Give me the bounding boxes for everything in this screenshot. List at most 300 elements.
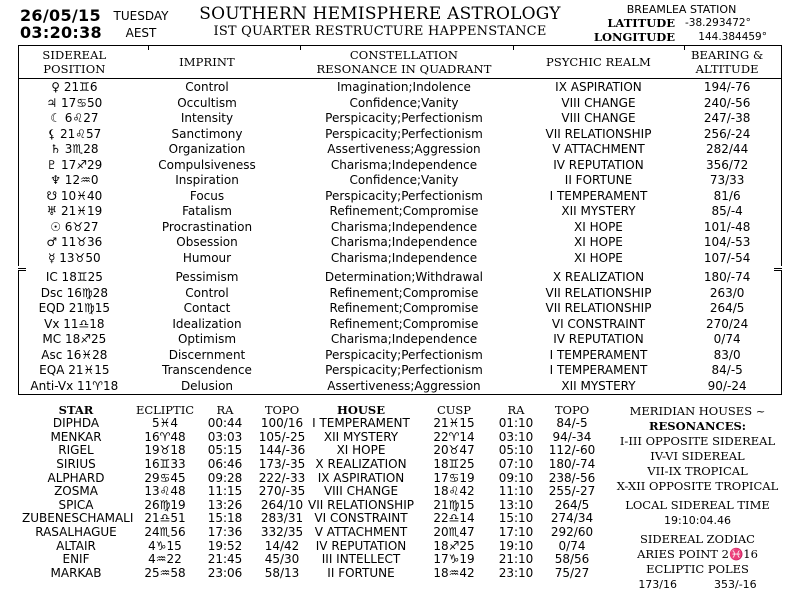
star-topo: 100/16 — [260, 416, 304, 431]
resonance-cell: Perspicacity;Perfectionism — [325, 111, 483, 126]
star-topo: 144/-36 — [258, 443, 306, 458]
house-name: VIII CHANGE — [323, 484, 399, 499]
timezone: AEST — [125, 26, 157, 40]
header-topo: TOPO — [554, 403, 590, 417]
star-ra: 09:28 — [207, 470, 243, 485]
imprint-cell: Control — [185, 285, 229, 300]
resonance-cell: Charisma;Independence — [330, 332, 478, 347]
house-cusp: 18♊25 — [433, 457, 475, 472]
star-ra: 05:15 — [207, 443, 243, 458]
star-name: RASALHAGUE — [35, 525, 117, 540]
star-ra: 13:26 — [207, 497, 243, 512]
bearing-cell: 194/-76 — [703, 80, 751, 95]
angle-row — [19, 379, 781, 395]
realm-cell: XII MYSTERY — [561, 204, 636, 219]
house-cusp: 18♌42 — [433, 484, 475, 499]
position-cell: ☋ 10♓40 — [46, 188, 103, 203]
header-line: RESONANCE IN QUADRANT — [316, 62, 492, 76]
planet-row — [19, 158, 781, 174]
house-cusp: 17♑19 — [433, 552, 475, 567]
star-topo: 264/10 — [260, 497, 304, 512]
star-ra: 19:52 — [207, 538, 243, 553]
realm-cell: IV REPUTATION — [553, 157, 644, 172]
imprint-cell: Control — [185, 80, 229, 95]
house-row — [303, 444, 601, 458]
house-ra: 09:10 — [498, 470, 534, 485]
resonance-cell: Perspicacity;Perfectionism — [325, 126, 483, 141]
header-ra: RA — [216, 403, 234, 417]
stars-header — [22, 403, 314, 417]
angles-block — [18, 270, 782, 395]
house-name: IX ASPIRATION — [317, 470, 405, 485]
bearing-cell: 90/-24 — [707, 378, 747, 393]
header-line: CONSTELLATION — [349, 48, 459, 62]
realm-cell: IV REPUTATION — [553, 332, 644, 347]
house-ra: 15:10 — [498, 511, 534, 526]
star-name: MENKAR — [50, 429, 102, 444]
stars-table — [22, 403, 314, 580]
planet-row — [19, 204, 781, 220]
realm-cell: XI HOPE — [574, 235, 623, 250]
bearing-cell: 282/44 — [706, 142, 749, 157]
header-line: ALTITUDE — [695, 62, 759, 76]
star-ra: 21:45 — [207, 552, 243, 567]
bearing-cell: 85/-4 — [711, 204, 743, 219]
house-name: XI HOPE — [336, 443, 386, 458]
longitude-label: LONGITUDE — [593, 30, 675, 44]
header-imprint: IMPRINT — [179, 55, 235, 69]
star-ecliptic: 24♏56 — [144, 525, 186, 540]
house-name: III INTELLECT — [321, 552, 401, 567]
position-cell: ☉ 6♉27 — [50, 219, 99, 234]
position-cell: ☿ 13♉50 — [48, 250, 101, 265]
house-ra: 21:10 — [498, 552, 534, 567]
star-ra: 06:46 — [207, 457, 243, 472]
star-ecliptic: 4♑15 — [148, 538, 182, 553]
planet-row — [19, 189, 781, 205]
position-cell: ♅ 21♓19 — [46, 204, 103, 219]
imprint-cell: Inspiration — [175, 173, 239, 188]
angle-row — [19, 348, 781, 364]
house-topo: 264/5 — [554, 497, 590, 512]
house-ra: 03:10 — [498, 429, 534, 444]
position-cell: Vx 11♎18 — [44, 316, 105, 331]
star-row — [22, 471, 314, 485]
house-ra: 11:10 — [498, 484, 534, 499]
star-row — [22, 417, 314, 431]
house-cusp: 22♎14 — [433, 511, 475, 526]
pole-south: 353/-16 — [714, 578, 757, 591]
resonance-cell: Determination;Withdrawal — [324, 270, 484, 285]
header-line: BEARING & — [690, 48, 764, 62]
zodiac-label: SIDEREAL ZODIAC — [640, 532, 755, 546]
realm-cell: II FORTUNE — [564, 173, 633, 188]
star-row — [22, 431, 314, 445]
position-cell: IC 18♊25 — [45, 270, 103, 285]
resonance-item: VII-IX TROPICAL — [647, 464, 748, 478]
bearing-cell: 104/-53 — [703, 235, 751, 250]
star-ra: 17:36 — [207, 525, 243, 540]
realm-cell: XI HOPE — [574, 219, 623, 234]
house-topo: 112/-60 — [548, 443, 596, 458]
time: 03:20:38 — [20, 23, 102, 42]
imprint-cell: Organization — [168, 142, 246, 157]
resonance-cell: Charisma;Independence — [330, 157, 478, 172]
station-name: BREAMLEA STATION — [626, 3, 737, 16]
weekday-timezone — [105, 8, 177, 42]
position-cell: Asc 16♓28 — [41, 347, 108, 362]
lst-label: LOCAL SIDEREAL TIME — [625, 498, 770, 512]
house-row — [303, 485, 601, 499]
resonance-cell: Confidence;Vanity — [349, 173, 459, 188]
star-topo: 283/31 — [260, 511, 304, 526]
position-cell: ⚸ 21♌57 — [47, 126, 102, 141]
house-cusp: 18♐25 — [433, 538, 475, 553]
resonance-cell: Assertiveness;Aggression — [327, 378, 481, 393]
house-row — [303, 499, 601, 513]
resonance-cell: Charisma;Independence — [330, 250, 478, 265]
bearing-cell: 0/74 — [713, 332, 741, 347]
realm-cell: I TEMPERAMENT — [549, 188, 648, 203]
house-row — [303, 526, 601, 540]
house-cusp: 21♍15 — [433, 497, 475, 512]
star-row — [22, 485, 314, 499]
star-ecliptic: 4♒22 — [148, 552, 182, 567]
position-cell: Anti-Vx 11♈18 — [30, 378, 119, 393]
bearing-cell: 84/-5 — [711, 363, 743, 378]
house-ra: 07:10 — [498, 457, 534, 472]
position-cell: ♀ 21♊6 — [51, 80, 98, 95]
star-ecliptic: 26♍19 — [144, 497, 186, 512]
realm-cell: XI HOPE — [574, 250, 623, 265]
position-cell: EQD 21♍15 — [38, 301, 111, 316]
position-cell: ♂ 11♉36 — [46, 235, 103, 250]
resonances-title: RESONANCES: — [648, 419, 747, 433]
imprint-cell: Sanctimony — [171, 126, 243, 141]
star-topo: 105/-25 — [258, 429, 306, 444]
imprint-cell: Contact — [183, 301, 231, 316]
page-subtitle: IST QUARTER RESTRUCTURE HAPPENSTANCE — [213, 24, 547, 39]
page-title: SOUTHERN HEMISPHERE ASTROLOGY — [199, 4, 561, 24]
imprint-cell: Procrastination — [161, 219, 253, 234]
imprint-cell: Pessimism — [175, 270, 239, 285]
house-topo: 84/-5 — [556, 416, 588, 431]
lst-value: 19:10:04.46 — [664, 514, 731, 527]
planet-row — [19, 111, 781, 127]
star-ra: 15:18 — [207, 511, 243, 526]
bearing-cell: 107/-54 — [703, 250, 751, 265]
house-topo: 58/56 — [554, 552, 590, 567]
realm-cell: X REALIZATION — [552, 270, 645, 285]
title-block — [190, 5, 570, 40]
planet-row — [19, 251, 781, 267]
planet-row — [19, 220, 781, 236]
angle-row — [19, 317, 781, 333]
bearing-cell: 263/0 — [709, 285, 745, 300]
house-name: X REALIZATION — [315, 457, 407, 472]
star-ecliptic: 19♉18 — [144, 443, 186, 458]
house-row — [303, 417, 601, 431]
house-cusp: 17♋19 — [433, 470, 475, 485]
house-name: V ATTACHMENT — [314, 525, 408, 540]
poles-label: ECLIPTIC POLES — [646, 562, 749, 576]
position-cell: ♆ 12♒0 — [50, 173, 99, 188]
house-topo: 75/27 — [554, 565, 590, 580]
star-name: DIPHDA — [52, 416, 100, 431]
realm-cell: XII MYSTERY — [561, 378, 636, 393]
house-row — [303, 539, 601, 553]
house-row — [303, 553, 601, 567]
bearing-cell: 240/-56 — [703, 95, 751, 110]
realm-cell: IX ASPIRATION — [555, 80, 642, 95]
star-ecliptic: 13♌48 — [144, 484, 186, 499]
weekday: TUESDAY — [113, 9, 169, 23]
bearing-cell: 73/33 — [709, 173, 745, 188]
bearing-cell: 81/6 — [713, 188, 741, 203]
star-name: ALPHARD — [47, 470, 105, 485]
house-topo: 0/74 — [558, 538, 586, 553]
bracket — [18, 270, 26, 271]
star-row — [22, 512, 314, 526]
realm-cell: V ATTACHMENT — [552, 142, 645, 157]
angle-row — [19, 332, 781, 348]
imprint-cell: Transcendence — [162, 363, 252, 378]
angle-row — [19, 286, 781, 302]
star-name: ZUBENESCHAMALI — [22, 511, 134, 526]
imprint-cell: Occultism — [177, 95, 237, 110]
planet-row — [19, 80, 781, 96]
bearing-cell: 180/-74 — [703, 270, 751, 285]
imprint-cell: Obsession — [176, 235, 238, 250]
realm-cell: VIII CHANGE — [561, 95, 636, 110]
resonance-cell: Imagination;Indolence — [337, 80, 471, 95]
pole-north: 173/16 — [638, 578, 678, 591]
planet-row — [19, 96, 781, 112]
star-ecliptic: 16♊33 — [144, 457, 186, 472]
imprint-cell: Discernment — [168, 347, 246, 362]
positions-table — [18, 45, 782, 395]
star-ra: 11:15 — [207, 484, 243, 499]
star-ra: 23:06 — [207, 565, 243, 580]
resonance-cell: Assertiveness;Aggression — [327, 142, 481, 157]
resonance-cell: Perspicacity;Perfectionism — [325, 188, 483, 203]
ecliptic-poles — [600, 577, 795, 592]
date: 26/05/15 — [20, 6, 101, 25]
house-name: II FORTUNE — [327, 565, 395, 580]
table-header — [18, 45, 782, 79]
resonance-cell: Refinement;Compromise — [329, 204, 479, 219]
star-topo: 45/30 — [264, 552, 300, 567]
star-ecliptic: 5♓4 — [151, 416, 179, 431]
house-topo: 255/-27 — [548, 484, 596, 499]
header-constellation — [284, 48, 523, 76]
star-row — [22, 458, 314, 472]
header-line: SIDEREAL — [42, 48, 107, 62]
planet-row — [19, 142, 781, 158]
imprint-cell: Optimism — [177, 332, 237, 347]
header-bearing-altitude — [673, 48, 781, 76]
house-ra: 01:10 — [498, 416, 534, 431]
house-ra: 23:10 — [498, 565, 534, 580]
imprint-cell: Delusion — [180, 378, 234, 393]
imprint-cell: Idealization — [172, 316, 242, 331]
position-cell: ♃ 17♋50 — [46, 95, 103, 110]
header-topo: TOPO — [264, 403, 300, 417]
house-ra: 19:10 — [498, 538, 534, 553]
resonance-cell: Perspicacity;Perfectionism — [325, 363, 483, 378]
realm-cell: VIII CHANGE — [561, 111, 636, 126]
resonance-cell: Charisma;Independence — [330, 235, 478, 250]
position-cell: ♇ 17♐29 — [46, 157, 103, 172]
star-name: ZOSMA — [54, 484, 98, 499]
house-cusp: 21♓15 — [433, 416, 475, 431]
house-name: IV REPUTATION — [315, 538, 407, 553]
realm-cell: VI CONSTRAINT — [551, 316, 646, 331]
resonance-cell: Confidence;Vanity — [349, 95, 459, 110]
aries-point: ARIES POINT 2♓16 — [637, 547, 758, 561]
house-cusp: 20♉47 — [433, 443, 475, 458]
header-star: STAR — [58, 403, 94, 417]
star-name: MARKAB — [50, 565, 102, 580]
house-row — [303, 512, 601, 526]
realm-cell: I TEMPERAMENT — [549, 347, 648, 362]
house-cusp: 20♏47 — [433, 525, 475, 540]
position-cell: MC 18♐25 — [42, 332, 107, 347]
house-name: XII MYSTERY — [323, 429, 399, 444]
realm-cell: VII RELATIONSHIP — [545, 126, 652, 141]
star-row — [22, 499, 314, 513]
position-cell: EQA 21♓15 — [39, 363, 110, 378]
info-block — [600, 404, 795, 592]
star-topo: 222/-33 — [258, 470, 306, 485]
star-name: SPICA — [58, 497, 94, 512]
planets-block — [18, 79, 782, 266]
house-ra: 05:10 — [498, 443, 534, 458]
star-name: SIRIUS — [56, 457, 96, 472]
meridian-title: MERIDIAN HOUSES ~ — [629, 404, 766, 418]
angle-row — [19, 363, 781, 379]
imprint-cell: Compulsiveness — [158, 157, 256, 172]
star-name: ALTAIR — [56, 538, 96, 553]
house-ra: 17:10 — [498, 525, 534, 540]
realm-cell: VII RELATIONSHIP — [545, 285, 652, 300]
resonance-item: X-XII OPPOSITE TROPICAL — [616, 479, 779, 493]
star-topo: 332/35 — [260, 525, 304, 540]
house-topo: 94/-34 — [552, 429, 592, 444]
planet-row — [19, 235, 781, 251]
resonance-item: IV-VI SIDEREAL — [650, 449, 745, 463]
star-topo: 58/13 — [264, 565, 300, 580]
bearing-cell: 83/0 — [713, 347, 741, 362]
houses-header — [303, 403, 601, 417]
resonance-item: I-III OPPOSITE SIDEREAL — [619, 434, 776, 448]
house-cusp: 22♈14 — [433, 429, 475, 444]
bearing-cell: 356/72 — [706, 157, 749, 172]
house-row — [303, 567, 601, 581]
header-cusp: CUSP — [436, 403, 472, 417]
star-row — [22, 539, 314, 553]
house-name: VII RELATIONSHIP — [308, 497, 414, 512]
position-cell: Dsc 16♍28 — [40, 285, 108, 300]
realm-cell: VII RELATIONSHIP — [545, 301, 652, 316]
house-topo: 292/60 — [550, 525, 594, 540]
imprint-cell: Focus — [189, 188, 225, 203]
house-name: VI CONSTRAINT — [314, 511, 408, 526]
bearing-cell: 270/24 — [706, 316, 749, 331]
house-row — [303, 431, 601, 445]
station-block — [585, 3, 800, 44]
houses-table — [303, 403, 601, 580]
star-topo: 270/-35 — [258, 484, 306, 499]
house-row — [303, 458, 601, 472]
imprint-cell: Intensity — [180, 111, 234, 126]
star-ecliptic: 25♒58 — [144, 565, 186, 580]
resonance-cell: Perspicacity;Perfectionism — [325, 347, 483, 362]
longitude-value: 144.384459° — [698, 31, 767, 43]
star-topo: 14/42 — [264, 538, 300, 553]
star-topo: 173/-35 — [258, 457, 306, 472]
house-topo: 274/34 — [550, 511, 594, 526]
bearing-cell: 101/-48 — [703, 219, 751, 234]
house-cusp: 18♒42 — [433, 565, 475, 580]
star-row — [22, 526, 314, 540]
header-house: HOUSE — [337, 403, 385, 417]
imprint-cell: Humour — [182, 250, 232, 265]
bracket — [774, 268, 782, 269]
header-sidereal-position — [19, 48, 130, 76]
house-row — [303, 471, 601, 485]
star-ecliptic: 29♋45 — [144, 470, 186, 485]
latitude-value: -38.293472° — [685, 17, 751, 29]
planet-row — [19, 127, 781, 143]
bearing-cell: 264/5 — [709, 301, 745, 316]
bearing-cell: 247/-38 — [703, 111, 751, 126]
resonance-cell: Refinement;Compromise — [329, 301, 479, 316]
house-ra: 13:10 — [498, 497, 534, 512]
imprint-cell: Fatalism — [182, 204, 232, 219]
star-ra: 03:03 — [207, 429, 243, 444]
latitude-label: LATITUDE — [607, 16, 675, 30]
star-ra: 00:44 — [207, 416, 243, 431]
header-ra: RA — [507, 403, 525, 417]
house-name: I TEMPERAMENT — [312, 416, 410, 431]
header-ecliptic: ECLIPTIC — [135, 403, 195, 417]
position-cell: ♄ 3♏28 — [50, 142, 99, 157]
star-ecliptic: 21♎51 — [144, 511, 186, 526]
star-row — [22, 567, 314, 581]
resonance-cell: Refinement;Compromise — [329, 285, 479, 300]
star-name: RIGEL — [58, 443, 94, 458]
header-psychic-realm: PSYCHIC REALM — [546, 55, 651, 69]
angle-row — [19, 270, 781, 286]
date-time — [20, 7, 102, 41]
resonance-cell: Charisma;Independence — [330, 219, 478, 234]
house-topo: 180/-74 — [548, 457, 596, 472]
position-cell: ☾ 6♌27 — [50, 111, 99, 126]
star-row — [22, 444, 314, 458]
bracket — [774, 270, 782, 271]
resonance-cell: Refinement;Compromise — [329, 316, 479, 331]
star-ecliptic: 16♈48 — [144, 429, 186, 444]
star-name: ENIF — [62, 552, 90, 567]
realm-cell: I TEMPERAMENT — [549, 363, 648, 378]
house-topo: 238/-56 — [548, 470, 596, 485]
bracket — [18, 268, 26, 269]
star-row — [22, 553, 314, 567]
bearing-cell: 256/-24 — [703, 126, 751, 141]
angle-row — [19, 301, 781, 317]
header-line: POSITION — [43, 62, 106, 76]
